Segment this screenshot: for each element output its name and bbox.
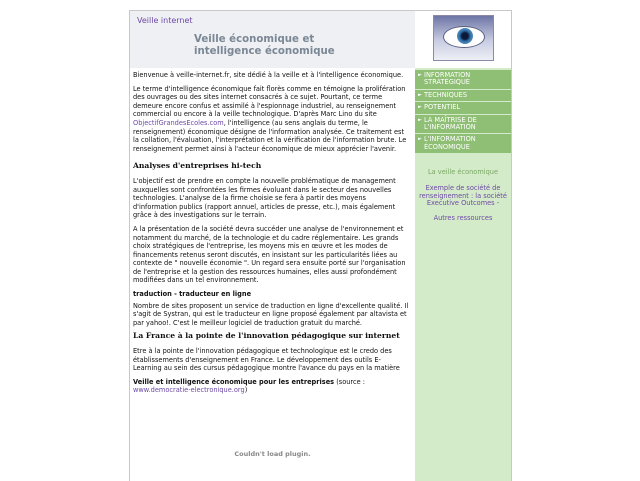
democratie-electronique-link[interactable]: www.democratie-electronique.org [133,386,245,395]
heading-traduction: traduction - traducteur en ligne [133,290,252,299]
arrow-icon: ► [418,72,422,78]
source-suffix: ) [244,386,248,395]
header [130,11,415,68]
paragraph-analyses: L'objectif est de prendre en compte la nouvelle problématique de management auxquelles sont confrontées les firmes évoluant dans le secteur des nouvelles technologies. L'analyse de la firme choisie se fera à partir des moyens d'information publics (rapport annuel, articles de presse, etc.), mais également grâce à des investigations sur le terrain. [133,176,396,220]
paragraph-definition [133,85,409,154]
paragraph-france: Etre à la pointe de l'innovation pédagogique et technologique est le credo des établissements d'enseignement en France. Le développement des outils E-Learning au sein des cursus pédagogique montre l'avance du pays en la matière [133,347,400,373]
page-container [129,10,512,481]
menu-item-information-economique[interactable] [415,134,511,154]
site-title-line2: intelligence économique [194,46,335,57]
sidebar-menu [415,70,511,154]
eye-white [443,26,485,48]
menu-item-information-strategique[interactable] [415,70,511,90]
heading-france: La France à la pointe de l'innovation pédagogique sur internet [133,331,400,341]
arrow-icon: ► [418,136,422,143]
sidebar-link-executive-outcomes[interactable]: Exemple de société de renseignement : la société Executive Outcomes - [419,183,507,208]
site-title-line1: Veille économique et [194,34,315,45]
heading-analyses: Analyses d'entreprises hi-tech [133,161,262,171]
source-bold-text: Veille et intelligence économique pour les entreprises [133,377,335,386]
menu-item-label: L'INFORMATION ÉCONOMIQUE [424,135,476,151]
arrow-icon: ► [418,91,422,98]
menu-item-label: POTENTIEL [424,103,461,112]
menu-item-label: LA MAÎTRISE DE L'INFORMATION [424,115,477,132]
objectif-grandes-ecoles-link[interactable]: ObjectifGrandesEcoles.com [133,118,224,127]
menu-item-label: TECHNIQUES [424,90,468,99]
sidebar-link-autres-ressources[interactable]: Autres ressources [433,214,493,223]
sidebar [415,68,511,481]
arrow-icon: ► [418,104,422,111]
paragraph-definition-text: Le terme d'intelligence économique fait florès comme en témoigne la prolifération des ouvrages ou des sites internet consacrés à ce sujet. Pourtant, ce terme demeure encore confus et assimilé à l'espionnage industriel, au renseignement commercial ou encore à la veille technologique. D'après Marc Lino du site [133,84,406,119]
intro-text: Bienvenue à veille-internet.fr, site dédié à la veille et à l'intelligence économique. [133,71,404,79]
logo-area [415,11,511,68]
site-title [194,34,335,58]
menu-item-potentiel[interactable] [415,102,511,114]
site-link[interactable]: Veille internet [137,16,193,25]
paragraph-traduction: Nombre de sites proposent un service de traduction en ligne d'excellente qualité. Il s'agit de Systran, qui est le traducteur en ligne proposé également par altavista et par yahoo!. C'est le meilleur logiciel de traduction gratuit du marché. [133,301,409,327]
plugin-message: Couldn't load plugin. [234,450,311,458]
arrow-icon: ► [418,116,422,123]
menu-item-maitrise-information[interactable] [415,115,511,135]
menu-item-label: INFORMATION STRATÉGIQUE [424,71,471,87]
sidebar-link-veille-economique[interactable]: La veille économique [427,168,499,176]
source-prefix: (source : [334,377,365,386]
paragraph-presentation: A la présentation de la société devra succéder une analyse de l'environnement et notamment du marché, de la technologie et du cadre réglementaire. Les grands choix stratégiques de l'entreprise, les moyens mis en œuvre et les modes de financements retenus seront discutés, en insistant sur les particularités liées au contexte de " nouvelle économie ". Un regard sera ensuite porté sur l'organisation de l'entreprise et la gestion des ressources humaines, elles aussi profondément modifiées dans un tel environnement. [133,224,406,285]
paragraph-definition-text-end: , l'intelligence (au sens anglais du terme, le renseignement) économique désigne de l'information analysée. Ce traitement est la collation, l'évaluation, l'interprétation et la vérification de l'information brute. Le renseignement permet ainsi à l'acteur économique de mieux apprécier l'avenir. [133,118,407,153]
menu-item-techniques[interactable] [415,90,511,102]
eye-icon [433,15,494,61]
paragraph-source [133,378,409,395]
sidebar-links [415,169,511,230]
iris [457,28,473,44]
